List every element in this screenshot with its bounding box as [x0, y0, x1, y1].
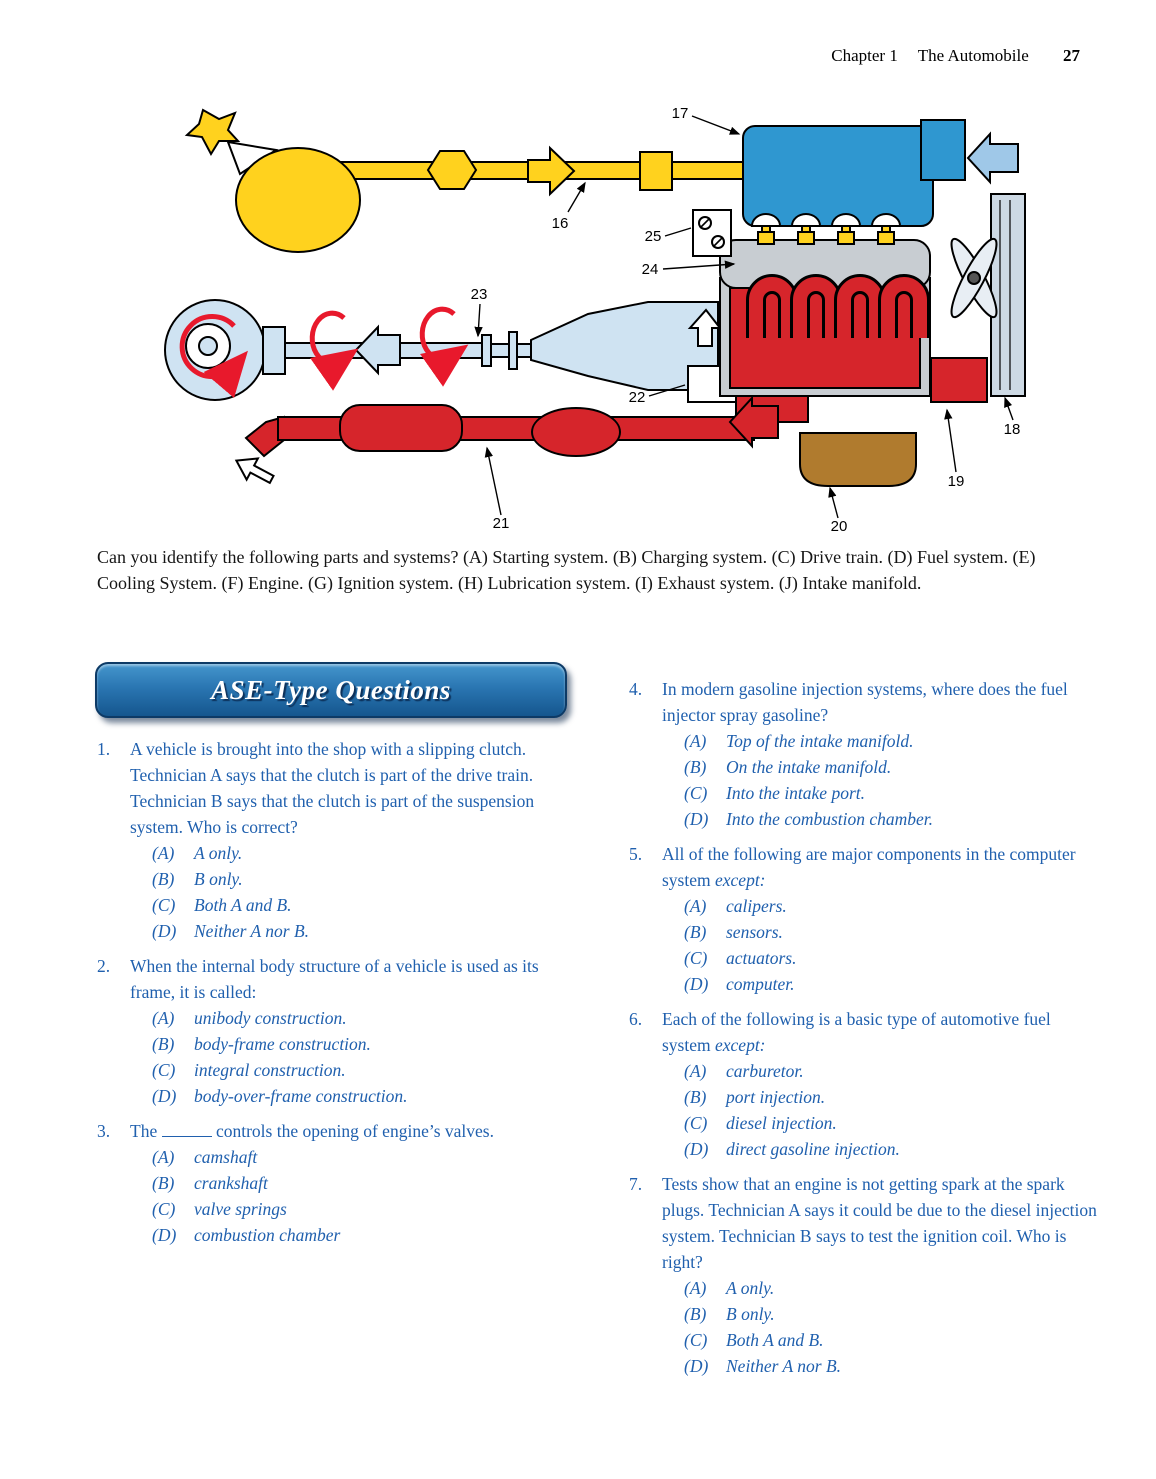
option-text: Both A and B. [726, 1330, 824, 1350]
callout-21 [487, 448, 501, 515]
wire-junction-box [640, 152, 672, 190]
option-row [130, 1005, 577, 1031]
option-letter: (C) [152, 895, 176, 915]
option-letter: (A) [684, 1061, 707, 1081]
intake-manifold-block [743, 126, 933, 226]
option-letter: (C) [684, 783, 708, 803]
diagram-label-16: 16 [551, 215, 569, 232]
option-text: Both A and B. [194, 895, 292, 915]
diagram-label-19: 19 [947, 473, 965, 490]
diagram-label-23: 23 [470, 286, 488, 303]
option-letter: (D) [152, 1225, 177, 1245]
options-list [662, 728, 1101, 832]
question-body [662, 1006, 1101, 1162]
option-text: actuators. [726, 948, 797, 968]
question-text-segment: except: [715, 1035, 766, 1055]
option-letter: (C) [684, 1113, 708, 1133]
option-text: B only. [194, 869, 243, 889]
oil-pan [800, 433, 916, 486]
question-text-segment: In modern gasoline injection systems, where does the fuel injector spray gasoline? [662, 679, 1068, 725]
question-text-segment: The [130, 1121, 162, 1141]
option-letter: (A) [152, 1008, 175, 1028]
option-row [662, 754, 1101, 780]
question-item [97, 1118, 577, 1248]
option-text: Neither A nor B. [194, 921, 310, 941]
question-text [662, 676, 1101, 728]
question-body [130, 953, 577, 1109]
diagram-label-18: 18 [1003, 421, 1021, 438]
question-text [662, 1006, 1101, 1058]
option-text: On the intake manifold. [726, 757, 892, 777]
callout-25 [665, 228, 691, 236]
option-row [662, 1084, 1101, 1110]
question-text-segment: except: [715, 870, 766, 890]
questions-column-right [629, 676, 1101, 1388]
option-row [130, 1083, 577, 1109]
option-row [130, 1170, 577, 1196]
option-letter: (C) [684, 948, 708, 968]
starting-system [187, 110, 753, 252]
intake-end-cap [921, 120, 965, 180]
u-joint-2 [509, 332, 517, 369]
option-letter: (A) [152, 843, 175, 863]
drive-flow-arrow [356, 327, 400, 373]
question-number: 5. [629, 844, 643, 864]
question-text-segment: Tests show that an engine is not getting spark at the spark plugs. Technician A says it could be due to the diesel injection system. Technician B says to test the ignition coil. Who is right? [662, 1174, 1097, 1272]
option-letter: (A) [152, 1147, 175, 1167]
engine-block-assembly [720, 240, 930, 396]
questions-column-left [97, 736, 577, 1257]
question-body [130, 736, 577, 944]
option-row [662, 893, 1101, 919]
option-letter: (A) [684, 1278, 707, 1298]
option-letter: (B) [684, 757, 707, 777]
option-letter: (B) [684, 1087, 707, 1107]
fan-hub [968, 272, 980, 284]
diagram-label-22: 22 [628, 389, 646, 406]
option-letter: (C) [684, 1330, 708, 1350]
option-letter: (B) [152, 869, 175, 889]
option-row [662, 1353, 1101, 1379]
option-letter: (B) [152, 1173, 175, 1193]
callout-17 [692, 116, 739, 134]
spark-plug-foot-4 [878, 232, 894, 244]
option-row [130, 1196, 577, 1222]
callout-19 [947, 410, 956, 472]
question-item [629, 1171, 1101, 1379]
question-item [629, 676, 1101, 832]
question-item [629, 841, 1101, 997]
resonator [532, 408, 620, 456]
option-text: sensors. [726, 922, 783, 942]
spark-plug-foot-1 [758, 232, 774, 244]
question-body [130, 1118, 577, 1248]
question-number: 6. [629, 1009, 643, 1029]
question-text-segment: All of the following are major components in the computer system [662, 844, 1076, 890]
option-letter: (C) [152, 1060, 176, 1080]
wire-hex-connector [428, 151, 476, 189]
option-row [130, 1057, 577, 1083]
muffler [340, 405, 462, 451]
options-list [130, 1005, 577, 1109]
spark-plug-foot-3 [838, 232, 854, 244]
diagram-label-17: 17 [671, 105, 689, 122]
option-text: direct gasoline injection. [726, 1139, 900, 1159]
question-item [629, 1006, 1101, 1162]
option-row [662, 806, 1101, 832]
option-text: body-frame construction. [194, 1034, 371, 1054]
u-joint-1 [482, 335, 491, 366]
radiator [991, 194, 1025, 396]
question-text [662, 1171, 1101, 1275]
engine-top-unit [743, 120, 1018, 244]
question-text [130, 736, 577, 840]
option-text: body-over-frame construction. [194, 1086, 408, 1106]
question-body [662, 841, 1101, 997]
option-letter: (D) [152, 921, 177, 941]
fill-in-blank [162, 1119, 212, 1138]
callout-18 [1005, 398, 1013, 420]
option-row [130, 892, 577, 918]
option-row [130, 918, 577, 944]
question-item [97, 953, 577, 1109]
option-text: computer. [726, 974, 795, 994]
page-header [831, 46, 1080, 66]
question-number: 2. [97, 956, 111, 976]
option-text: Top of the intake manifold. [726, 731, 914, 751]
drive-train [165, 300, 720, 400]
option-letter: (D) [152, 1086, 177, 1106]
diagram-label-24: 24 [641, 261, 659, 278]
option-row [662, 728, 1101, 754]
question-number: 4. [629, 679, 643, 699]
option-letter: (B) [684, 1304, 707, 1324]
engine-systems-diagram [88, 88, 1068, 548]
option-text: combustion chamber [194, 1225, 341, 1245]
options-list [130, 840, 577, 944]
question-body [662, 1171, 1101, 1379]
bell-housing [263, 327, 285, 374]
option-text: integral construction. [194, 1060, 346, 1080]
question-text-segment: When the internal body structure of a vehicle is used as its frame, it is called: [130, 956, 539, 1002]
options-list [662, 1058, 1101, 1162]
intake-runners [756, 284, 920, 338]
drive-shaft-2 [400, 343, 482, 358]
option-row [662, 945, 1101, 971]
option-row [130, 1031, 577, 1057]
option-text: camshaft [194, 1147, 258, 1167]
option-text: Into the combustion chamber. [726, 809, 934, 829]
option-text: unibody construction. [194, 1008, 347, 1028]
option-text: A only. [726, 1278, 775, 1298]
options-list [130, 1144, 577, 1248]
option-row [662, 971, 1101, 997]
banner-title: ASE-Type Questions [211, 674, 451, 705]
diagram-label-21: 21 [492, 515, 510, 532]
option-text: Neither A nor B. [726, 1356, 842, 1376]
option-row [662, 1301, 1101, 1327]
callout-23 [478, 304, 480, 336]
chapter-label: Chapter 1 [831, 46, 898, 65]
option-row [662, 1327, 1101, 1353]
question-number: 3. [97, 1121, 111, 1141]
chapter-title: The Automobile [917, 46, 1029, 65]
option-row [130, 1222, 577, 1248]
red-component-19 [931, 358, 987, 402]
figure-caption: Can you identify the following parts and systems? (A) Starting system. (B) Charging system. (C) Drive train. (D) Fuel system. (E) Cooling System. (F) Engine. (G) Ignition system. (H) Lubrication system. (I) Exhaust system. (J) Intake manifold. [97, 547, 1036, 593]
option-letter: (D) [684, 974, 709, 994]
question-body [662, 676, 1101, 832]
option-row [130, 866, 577, 892]
option-text: crankshaft [194, 1173, 268, 1193]
option-row [662, 1058, 1101, 1084]
question-item [97, 736, 577, 944]
ase-questions-banner [95, 662, 567, 718]
option-letter: (D) [684, 1139, 709, 1159]
torque-converter-center [199, 337, 217, 355]
option-text: valve springs [194, 1199, 287, 1219]
option-letter: (B) [152, 1034, 175, 1054]
option-letter: (C) [152, 1199, 176, 1219]
wire-flow-arrow [528, 148, 574, 194]
option-text: Into the intake port. [726, 783, 866, 803]
page-number: 27 [1063, 46, 1080, 65]
callout-16 [568, 183, 585, 212]
question-text-segment: A vehicle is brought into the shop with a slipping clutch. Technician A says that the clutch is part of the drive train. Technician B says that the clutch is part of the suspension system. Who is correct? [130, 739, 535, 837]
question-text [130, 1118, 577, 1144]
question-number: 1. [97, 739, 111, 759]
question-text-segment: controls the opening of engine’s valves. [211, 1121, 494, 1141]
bolt-box-25 [693, 210, 731, 256]
air-intake-arrow [968, 134, 1018, 182]
options-list [662, 1275, 1101, 1379]
option-letter: (A) [684, 731, 707, 751]
option-text: B only. [726, 1304, 775, 1324]
option-row [662, 1275, 1101, 1301]
option-text: calipers. [726, 896, 787, 916]
spark-plug-foot-2 [798, 232, 814, 244]
exhaust-out-arrow [231, 450, 278, 490]
option-letter: (B) [684, 922, 707, 942]
question-text [130, 953, 577, 1005]
option-row [662, 919, 1101, 945]
question-text [662, 841, 1101, 893]
question-text-segment: Each of the following is a basic type of automotive fuel system [662, 1009, 1051, 1055]
option-text: port injection. [726, 1087, 826, 1107]
option-text: A only. [194, 843, 243, 863]
option-letter: (A) [684, 896, 707, 916]
option-row [662, 1136, 1101, 1162]
starter-motor [236, 148, 360, 252]
diagram-label-25: 25 [644, 228, 662, 245]
diagram-label-20: 20 [830, 518, 848, 535]
option-text: carburetor. [726, 1061, 804, 1081]
drive-shaft-1 [285, 343, 363, 358]
option-letter: (D) [684, 1356, 709, 1376]
option-row [662, 780, 1101, 806]
bolt-box [693, 210, 731, 256]
options-list [662, 893, 1101, 997]
option-letter: (D) [684, 809, 709, 829]
option-row [662, 1110, 1101, 1136]
question-number: 7. [629, 1174, 643, 1194]
option-row [130, 840, 577, 866]
option-row [130, 1144, 577, 1170]
callout-20 [830, 488, 838, 518]
option-text: diesel injection. [726, 1113, 837, 1133]
